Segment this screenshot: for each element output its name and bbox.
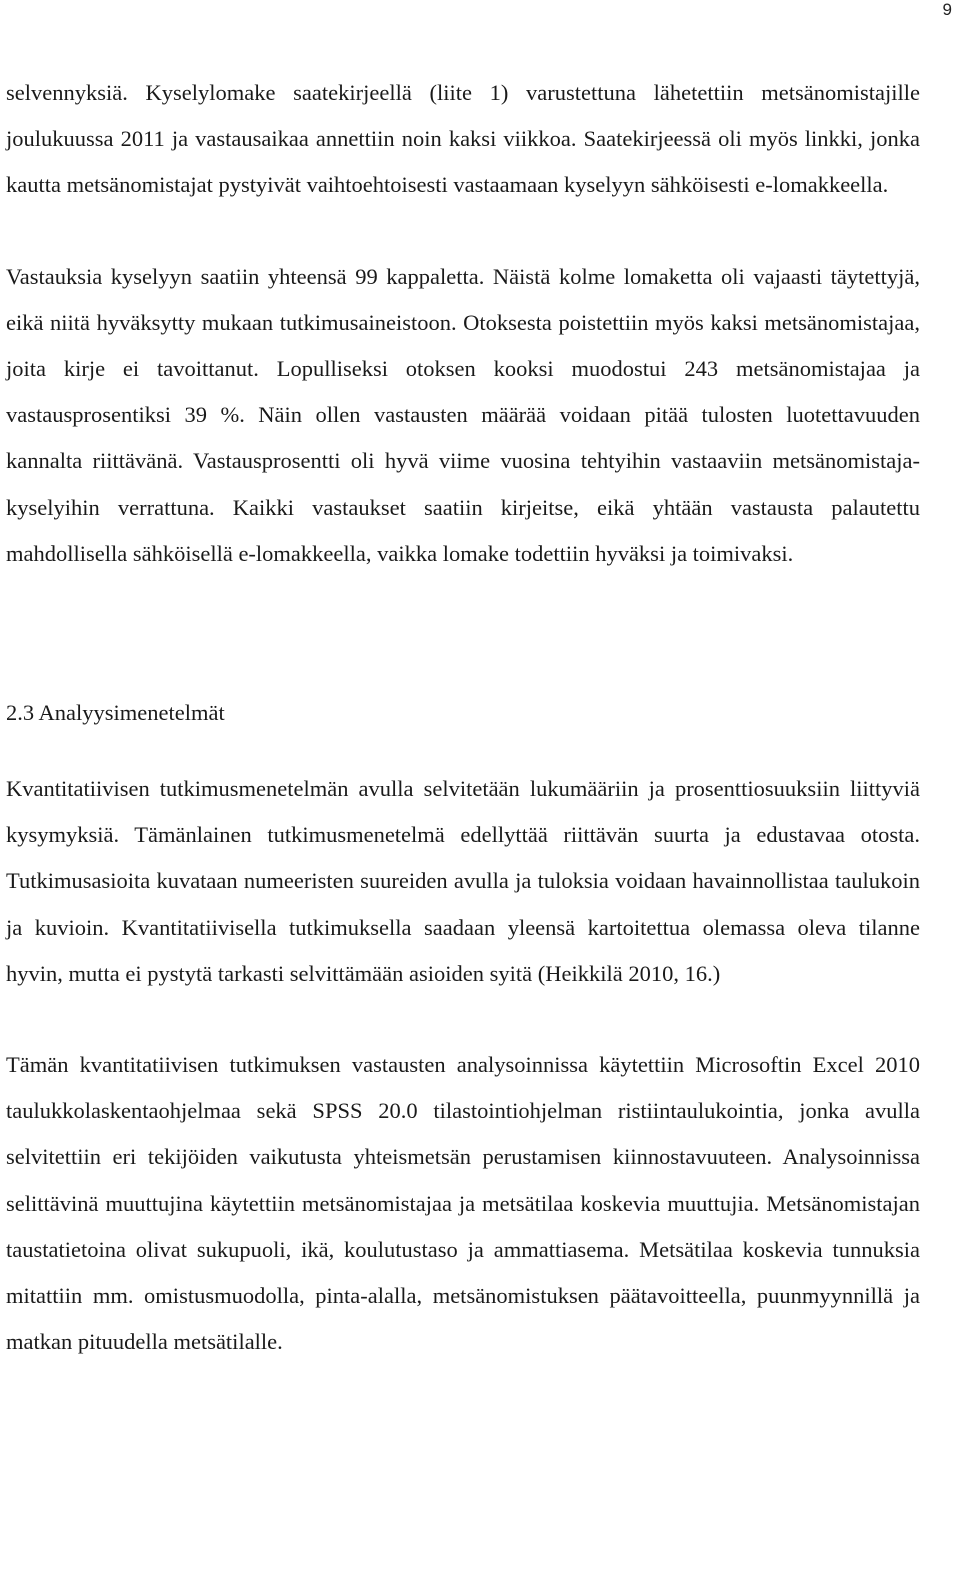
paragraph-quantitative-method: Kvantitatiivisen tutkimusmenetelmän avulla selvitetään lukumääriin ja prosenttiosuuksiin liittyviä kysymyksiä. Tämänlainen tutkimusmenetelmä edellyttää riittävän suurta ja edustavaa otosta. Tutkimusasioita kuvataan numeeristen suureiden avulla ja tuloksia voidaan havainnollistaa taulukoin ja kuvioin. Kvantitatiivisella tutkimuksella saadaan yleensä kartoitettua olemassa oleva tilanne hyvin, mutta ei pystytä tarkasti selvittämään asioiden syitä (Heikkilä 2010, 16.)	[6, 776, 920, 986]
page-number: 9	[942, 0, 952, 19]
document-body	[6, 70, 920, 1365]
section-heading-analysis-methods: 2.3 Analyysimenetelmät	[6, 700, 225, 726]
paragraph-response-rate: Vastauksia kyselyyn saatiin yhteensä 99 kappaletta. Näistä kolme lomaketta oli vajaasti täytettyjä, eikä niitä hyväksytty mukaan tutkimusaineistoon. Otoksesta poistettiin myös kaksi metsänomistajaa, joita kirje ei tavoittanut. Lopulliseksi otoksen kooksi muodostui 243 metsänomistajaa ja vastausprosentiksi 39 %. Näin ollen vastausten määrää voidaan pitää tulosten luotettavuuden kannalta riittävänä. Vastausprosentti oli hyvä viime vuosina tehtyihin vastaaviin metsänomistaja-kyselyihin verrattuna. Kaikki vastaukset saatiin kirjeitse, eikä yhtään vastausta palautettu mahdollisella sähköisellä e-lomakkeella, vaikka lomake todettiin hyväksi ja toimivaksi.	[6, 263, 920, 566]
paragraph-survey-distribution: selvennyksiä. Kyselylomake saatekirjeellä (liite 1) varustettuna lähetettiin metsänomistajille joulukuussa 2011 ja vastausaikaa annettiin noin kaksi viikkoa. Saatekirjeessä oli myös linkki, jonka kautta metsänomistajat pystyivät vaihtoehtoisesti vastaamaan kyselyyn sähköisesti e-lomakkeella.	[6, 80, 920, 198]
paragraph-analysis-tools: Tämän kvantitatiivisen tutkimuksen vastausten analysoinnissa käytettiin Microsoftin Excel 2010 taulukkolaskentaohjelmaa sekä SPSS 20.0 tilastointiohjelman ristiintaulukointia, jonka avulla selvitettiin eri tekijöiden vaikutusta yhteismetsän perustamisen kiinnostavuuteen. Analysoinnissa selittävinä muuttujina käytettiin metsänomistajaa ja metsätilaa koskevia muuttujia. Metsänomistajan taustatietoina olivat sukupuoli, ikä, koulutustaso ja ammattiasema. Metsätilaa koskevia tunnuksia mitattiin mm. omistusmuodolla, pinta-alalla, metsänomistuksen päätavoitteella, puunmyynnillä ja matkan pituudella metsätilalle.	[6, 1052, 920, 1355]
